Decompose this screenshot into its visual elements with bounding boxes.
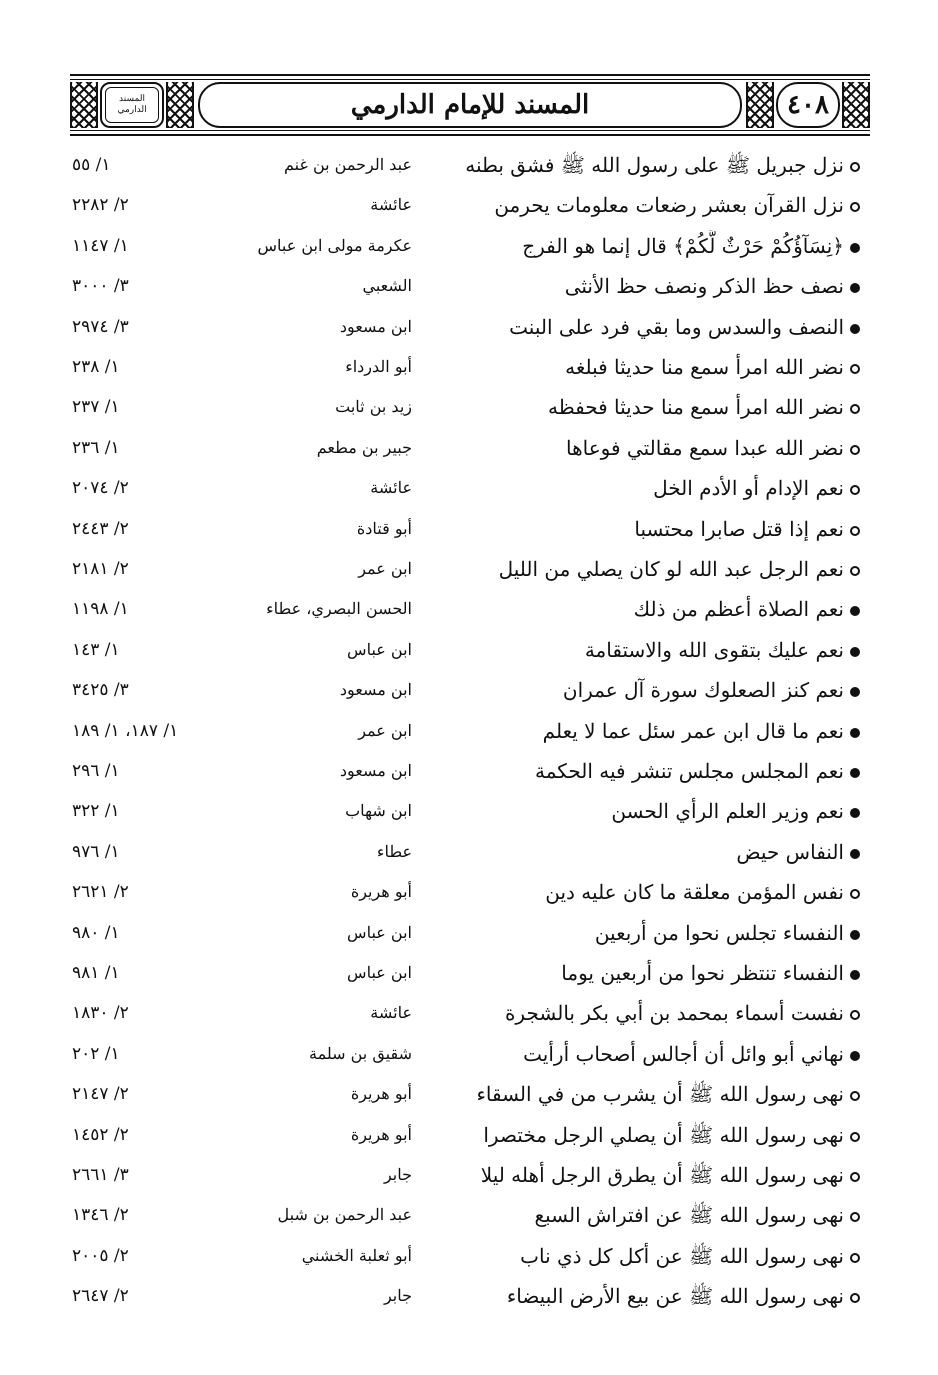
- volume-number-reference: ٢/ ٢١٨١: [72, 559, 129, 579]
- seal-lettering: المسند: [119, 94, 145, 104]
- narrator-name: جبير بن مطعم: [316, 438, 412, 457]
- narrator-name: جابر: [383, 1286, 412, 1305]
- hadith-incipit: نفست أسماء بمحمد بن أبي بكر بالشجرة: [504, 1001, 844, 1025]
- volume-number-reference: ٣/ ٢٩٧٤: [72, 317, 129, 337]
- ornament-border: [746, 82, 774, 128]
- hadith-text: [430, 351, 860, 383]
- ornament-border: [166, 82, 194, 128]
- index-row: [0, 553, 938, 585]
- hadith-incipit: نعم الصلاة أعظم من ذلك: [633, 597, 844, 621]
- volume-number-reference: ١/ ٥٥: [72, 155, 111, 175]
- volume-number-reference: ٢/ ٢٤٤٣: [72, 519, 129, 539]
- hadith-text: [430, 230, 860, 262]
- index-row: [0, 957, 938, 989]
- narrator-name: ابن مسعود: [339, 680, 412, 699]
- narrator-name: عائشة: [370, 1003, 412, 1022]
- narrator-name: ابن عباس: [347, 963, 412, 982]
- header-rule: [70, 79, 870, 80]
- volume-number-reference: ١/ ١١٤٧: [72, 236, 129, 256]
- seal-lettering: الدارمي: [117, 105, 147, 115]
- hadith-text: [430, 674, 860, 706]
- index-row: [0, 1199, 938, 1231]
- hadith-incipit: نعم الإدام أو الأدم الخل: [653, 476, 844, 500]
- open-circle-icon: [850, 404, 860, 414]
- index-row: [0, 472, 938, 504]
- index-row: [0, 715, 938, 747]
- hadith-incipit: نعم ما قال ابن عمر سئل عما لا يعلم: [542, 719, 844, 743]
- volume-number-reference: ٣/ ٣٤٢٥: [72, 680, 129, 700]
- ornament-border: [842, 82, 870, 128]
- index-row: [0, 1078, 938, 1110]
- page-number: ٤٠٨: [787, 90, 829, 120]
- running-title-box: [198, 82, 742, 128]
- hadith-text: [430, 1038, 860, 1070]
- hadith-text: [430, 795, 860, 827]
- hadith-incipit: نزل القرآن بعشر رضعات معلومات يحرمن: [494, 193, 844, 217]
- volume-number-reference: ٢/ ٢٦٤٧: [72, 1286, 129, 1306]
- narrator-name: عكرمة مولى ابن عباس: [257, 236, 412, 255]
- hadith-text: [430, 1199, 860, 1231]
- hadith-incipit: نعم كنز الصعلوك سورة آل عمران: [562, 678, 844, 702]
- index-row: [0, 189, 938, 221]
- volume-number-reference: ١/ ٩٧٦: [72, 842, 120, 862]
- hadith-text: [430, 1240, 860, 1272]
- volume-number-reference: ١/ ١٤٣: [72, 640, 120, 660]
- page-number-box: [776, 82, 840, 128]
- header-rule: [70, 130, 870, 131]
- open-circle-icon: [850, 1253, 860, 1263]
- book-seal-inner: [105, 87, 159, 123]
- index-row: [0, 432, 938, 464]
- open-circle-icon: [850, 1212, 860, 1222]
- index-row: [0, 230, 938, 262]
- volume-number-reference: ١/ ٣٢٢: [72, 801, 120, 821]
- open-circle-icon: [850, 445, 860, 455]
- narrator-name: الشعبي: [362, 276, 412, 295]
- filled-circle-icon: [850, 324, 860, 334]
- hadith-text: [430, 391, 860, 423]
- header-rule: [70, 134, 870, 136]
- volume-number-reference: ٢/ ١٣٤٦: [72, 1205, 129, 1225]
- volume-number-reference: ٢/ ٢٢٨٢: [72, 195, 129, 215]
- open-circle-icon: [850, 889, 860, 899]
- hadith-text: [430, 836, 860, 868]
- hadith-text: [430, 432, 860, 464]
- index-row: [0, 1038, 938, 1070]
- hadith-incipit: النفاس حيض: [736, 840, 844, 864]
- index-row: [0, 1240, 938, 1272]
- hadith-incipit: النفساء تجلس نحوا من أربعين: [594, 921, 844, 945]
- hadith-incipit: نهى رسول الله ﷺ أن يشرب من في السقاء: [476, 1082, 844, 1106]
- volume-number-reference: ١/ ٢٣٨: [72, 357, 120, 377]
- hadith-text: [430, 917, 860, 949]
- filled-circle-icon: [850, 808, 860, 818]
- index-row: [0, 795, 938, 827]
- narrator-name: عبد الرحمن بن غنم: [284, 155, 412, 174]
- hadith-incipit: نصف حظ الذكر ونصف حظ الأنثى: [564, 274, 844, 298]
- running-title: المسند للإمام الدارمي: [350, 90, 590, 120]
- hadith-text: [430, 593, 860, 625]
- hadith-incipit: نعم الرجل عبد الله لو كان يصلي من الليل: [498, 557, 844, 581]
- index-row: [0, 351, 938, 383]
- hadith-incipit: نهاني أبو وائل أن أجالس أصحاب أرأيت: [523, 1042, 844, 1066]
- hadith-text: [430, 189, 860, 221]
- narrator-name: ابن عمر: [358, 721, 412, 740]
- open-circle-icon: [850, 1132, 860, 1142]
- narrator-name: ابن عباس: [347, 640, 412, 659]
- hadith-text: [430, 553, 860, 585]
- hadith-incipit: نعم وزير العلم الرأي الحسن: [611, 799, 844, 823]
- open-circle-icon: [850, 1091, 860, 1101]
- volume-number-reference: ١/ ٢٩٦: [72, 761, 120, 781]
- volume-number-reference: ١/ ١١٩٨: [72, 599, 129, 619]
- open-circle-icon: [850, 566, 860, 576]
- hadith-incipit: نهى رسول الله ﷺ أن يصلي الرجل مختصرا: [483, 1123, 844, 1147]
- volume-number-reference: ٢/ ١٨٣٠: [72, 1003, 129, 1023]
- narrator-name: أبو هريرة: [350, 1125, 412, 1144]
- volume-number-reference: ٣/ ٣٠٠٠: [72, 276, 129, 296]
- volume-number-reference: ٢/ ١٤٥٢: [72, 1125, 129, 1145]
- narrator-name: أبو هريرة: [350, 1084, 412, 1103]
- index-row: [0, 391, 938, 423]
- filled-circle-icon: [850, 687, 860, 697]
- narrator-name: ابن مسعود: [339, 761, 412, 780]
- narrator-name: ابن شهاب: [345, 801, 412, 820]
- narrator-name: عبد الرحمن بن شبل: [277, 1205, 412, 1224]
- filled-circle-icon: [850, 768, 860, 778]
- open-circle-icon: [850, 485, 860, 495]
- hadith-text: [430, 1159, 860, 1191]
- hadith-incipit: ﴿نِسَآؤُكُمْ حَرْثٌ لَّكُمْ﴾ قال إنما هو الفرج: [522, 234, 844, 258]
- volume-number-reference: ١/ ١٨٧، ١/ ١٨٩: [72, 721, 179, 741]
- hadith-incipit: النفساء تنتظر نحوا من أربعين يوما: [561, 961, 844, 985]
- page-header: [70, 74, 870, 136]
- index-row: [0, 876, 938, 908]
- index-row: [0, 593, 938, 625]
- hadith-text: [430, 1119, 860, 1151]
- hadith-incipit: نضر الله امرأ سمع منا حديثا فبلغه: [565, 355, 844, 379]
- filled-circle-icon: [850, 606, 860, 616]
- hadith-text: [430, 876, 860, 908]
- hadith-incipit: نزل جبريل ﷺ على رسول الله ﷺ فشق بطنه: [465, 153, 844, 177]
- hadith-incipit: نضر الله امرأ سمع منا حديثا فحفظه: [547, 395, 844, 419]
- hadith-text: [430, 715, 860, 747]
- narrator-name: أبو ثعلبة الخشني: [301, 1246, 412, 1265]
- hadith-text: [430, 311, 860, 343]
- header-rule: [70, 74, 870, 76]
- index-row: [0, 674, 938, 706]
- index-row: [0, 311, 938, 343]
- open-circle-icon: [850, 162, 860, 172]
- index-row: [0, 836, 938, 868]
- open-circle-icon: [850, 526, 860, 536]
- index-row: [0, 1159, 938, 1191]
- index-row: [0, 997, 938, 1029]
- narrator-name: ابن عباس: [347, 923, 412, 942]
- volume-number-reference: ٢/ ٢٠٧٤: [72, 478, 129, 498]
- volume-number-reference: ١/ ٩٨٠: [72, 923, 120, 943]
- open-circle-icon: [850, 1172, 860, 1182]
- hadith-text: [430, 1078, 860, 1110]
- hadith-incipit: نعم المجلس مجلس تنشر فيه الحكمة: [535, 759, 844, 783]
- filled-circle-icon: [850, 283, 860, 293]
- narrator-name: جابر: [383, 1165, 412, 1184]
- volume-number-reference: ١/ ٢٣٦: [72, 438, 120, 458]
- hadith-incipit: نهى رسول الله ﷺ عن بيع الأرض البيضاء: [506, 1284, 844, 1308]
- hadith-incipit: نهى رسول الله ﷺ عن افتراش السبع: [534, 1203, 844, 1227]
- narrator-name: عائشة: [370, 195, 412, 214]
- open-circle-icon: [850, 1010, 860, 1020]
- index-row: [0, 149, 938, 181]
- hadith-incipit: نعم إذا قتل صابرا محتسبا: [634, 517, 844, 541]
- hadith-text: [430, 755, 860, 787]
- hadith-incipit: نضر الله عبدا سمع مقالتي فوعاها: [566, 436, 844, 460]
- hadith-text: [430, 270, 860, 302]
- hadith-incipit: نعم عليك بتقوى الله والاستقامة: [584, 638, 844, 662]
- hadith-incipit: نهى رسول الله ﷺ أن يطرق الرجل أهله ليلا: [480, 1163, 844, 1187]
- narrator-name: أبو قتادة: [356, 519, 412, 538]
- narrator-name: أبو هريرة: [350, 882, 412, 901]
- volume-number-reference: ٢/ ٢٦٢١: [72, 882, 129, 902]
- volume-number-reference: ١/ ٢٣٧: [72, 397, 120, 417]
- narrator-name: عطاء: [376, 842, 412, 861]
- hadith-text: [430, 957, 860, 989]
- volume-number-reference: ٢/ ٢١٤٧: [72, 1084, 129, 1104]
- ornament-border: [70, 82, 98, 128]
- hadith-text: [430, 472, 860, 504]
- filled-circle-icon: [850, 647, 860, 657]
- index-row: [0, 270, 938, 302]
- narrator-name: عائشة: [370, 478, 412, 497]
- narrator-name: ابن مسعود: [339, 317, 412, 336]
- hadith-text: [430, 513, 860, 545]
- volume-number-reference: ١/ ٢٠٢: [72, 1044, 120, 1064]
- open-circle-icon: [850, 202, 860, 212]
- volume-number-reference: ١/ ٩٨١: [72, 963, 120, 983]
- filled-circle-icon: [850, 849, 860, 859]
- index-row: [0, 917, 938, 949]
- index-row: [0, 1280, 938, 1312]
- narrator-name: ابن عمر: [358, 559, 412, 578]
- hadith-incipit: نفس المؤمن معلقة ما كان عليه دين: [545, 880, 844, 904]
- volume-number-reference: ٣/ ٢٦٦١: [72, 1165, 129, 1185]
- hadith-text: [430, 1280, 860, 1312]
- hadith-text: [430, 634, 860, 666]
- open-circle-icon: [850, 364, 860, 374]
- index-row: [0, 755, 938, 787]
- hadith-incipit: النصف والسدس وما بقي فرد على البنت: [509, 315, 844, 339]
- hadith-incipit: نهى رسول الله ﷺ عن أكل كل ذي ناب: [520, 1244, 844, 1268]
- index-row: [0, 634, 938, 666]
- volume-number-reference: ٢/ ٢٠٠٥: [72, 1246, 129, 1266]
- filled-circle-icon: [850, 728, 860, 738]
- narrator-name: الحسن البصري، عطاء: [266, 599, 412, 618]
- narrator-name: زيد بن ثابت: [335, 397, 412, 416]
- filled-circle-icon: [850, 970, 860, 980]
- book-seal-logo: [100, 82, 164, 128]
- index-row: [0, 513, 938, 545]
- filled-circle-icon: [850, 243, 860, 253]
- narrator-name: أبو الدرداء: [345, 357, 412, 376]
- filled-circle-icon: [850, 930, 860, 940]
- index-row: [0, 1119, 938, 1151]
- narrator-name: شقيق بن سلمة: [308, 1044, 412, 1063]
- filled-circle-icon: [850, 1051, 860, 1061]
- hadith-text: [430, 149, 860, 181]
- open-circle-icon: [850, 1293, 860, 1303]
- hadith-text: [430, 997, 860, 1029]
